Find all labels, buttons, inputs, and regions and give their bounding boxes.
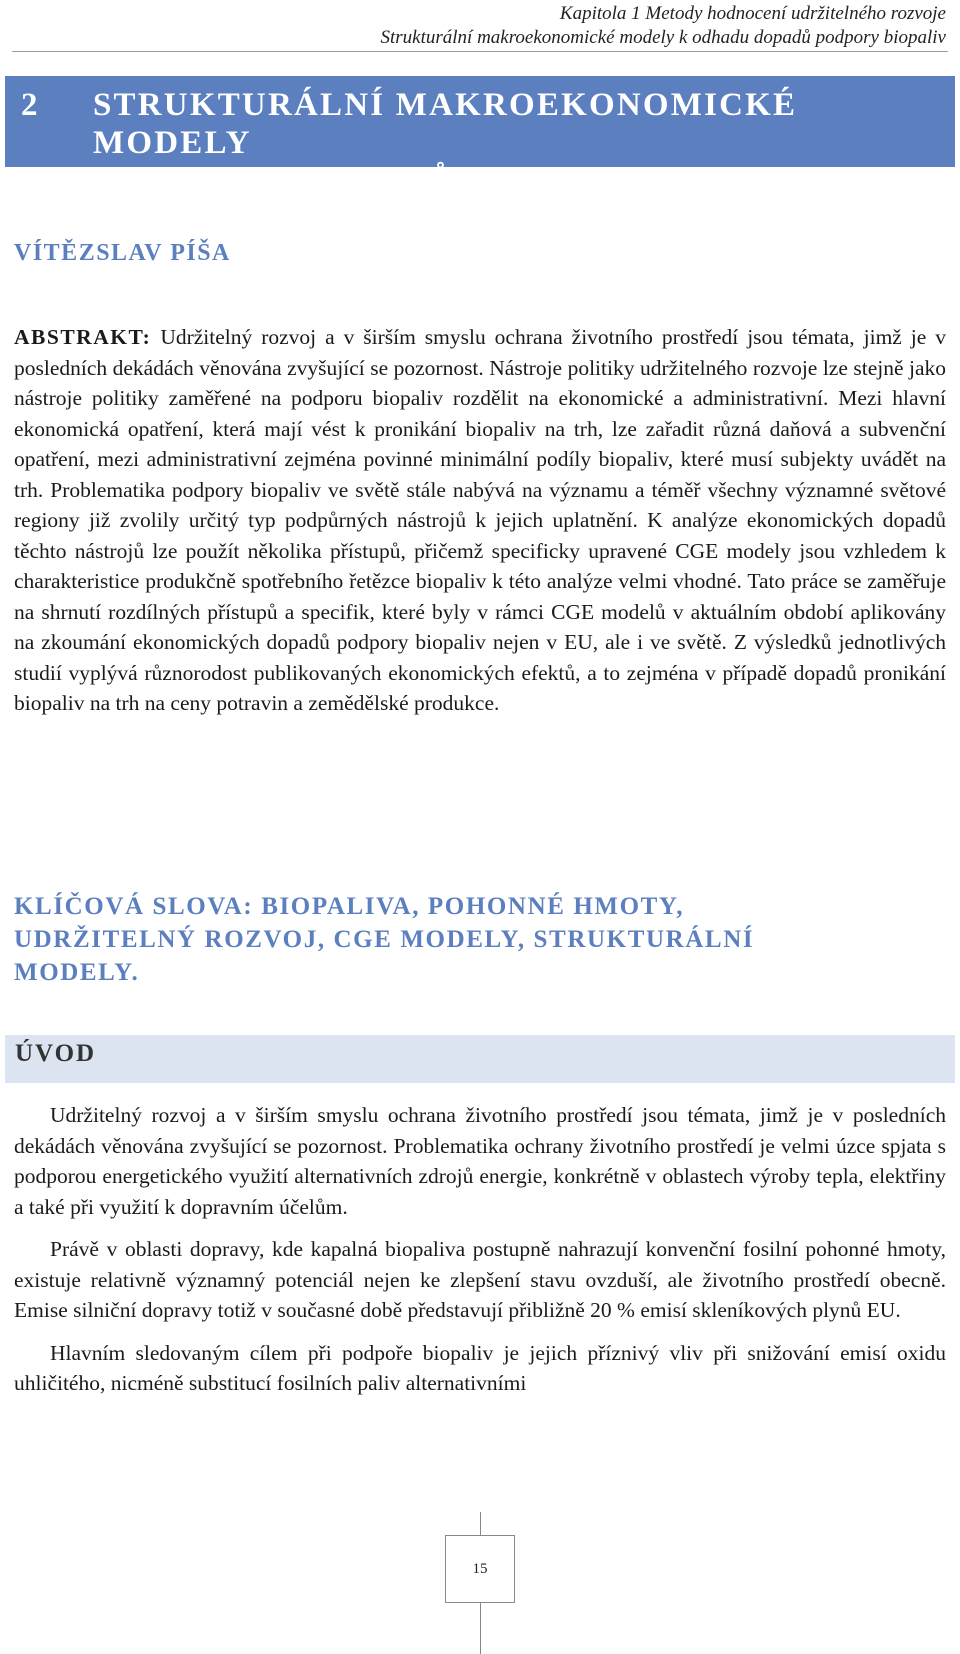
- page-number: 15: [445, 1535, 515, 1603]
- paragraph: Udržitelný rozvoj a v širším smyslu ochrana životního prostředí jsou témata, jimž je v posledních dekádách věnována zvyšující se pozornost. Problematika ochrany životního prostředí je velmi úzce spjata s podporou energetického využití alternativních zdrojů energie, konkrétně v oblastech výroby tepla, elektřiny a také při využití k dopravním účelům.: [14, 1103, 946, 1219]
- section-body: [14, 1100, 946, 1411]
- paragraph: Hlavním sledovaným cílem při podpoře biopaliv je jejich příznivý vliv při snižování emisí oxidu uhličitého, nicméně substitucí fosilních paliv alternativními: [14, 1340, 946, 1395]
- page-number-line-top: [480, 1512, 481, 1535]
- keywords-line-1: KLÍČOVÁ SLOVA: BIOPALIVA, POHONNÉ HMOTY,: [14, 893, 685, 920]
- keywords: [14, 890, 914, 989]
- running-header-chapter: Kapitola 1 Metody hodnocení udržitelného rozvoje: [559, 3, 946, 24]
- section-heading-uvod: ÚVOD: [5, 1035, 955, 1083]
- chapter-title-line-1: STRUKTURÁLNÍ MAKROEKONOMICKÉ MODELY: [93, 87, 798, 161]
- header-divider: [12, 51, 948, 52]
- author-name: VÍTĚZSLAV PÍŠA: [14, 240, 231, 266]
- abstract-text: Udržitelný rozvoj a v širším smyslu ochrana životního prostředí jsou témata, jimž je v posledních dekádách věnována zvyšující se pozornost. Nástroje politiky udržitelného rozvoje lze stejně jako nástroje politiky zaměřené na podporu biopaliv rozdělit na ekonomické a administrativní. Mezi hlavní ekonomická opatření, která mají vést k pronikání biopaliv na trh, lze zařadit různá daňová a subvenční opatření, mezi administrativní zejména povinné minimální podíly biopaliv, které musí subjekty uvádět na trh. Problematika podpory biopaliv ve světě stále nabývá na významu a téměř všechny významné světové regiony již zvolily určitý typ podpůrných nástrojů k jejich uplatnění. K analýze ekonomických dopadů těchto nástrojů lze použít několika přístupů, přičemž specificky upravené CGE modely jsou vzhledem k charakteristice produkčně spotřebního řetězce biopaliv k této analýze velmi vhodné. Tato práce se zaměřuje na shrnutí rozdílných přístupů a specifik, které byly v rámci CGE modelů v aktuálním období aplikovány na zkoumání ekonomických dopadů podpory biopaliv nejen v EU, ale i ve světě. Z výsledků jednotlivých studií vyplývá různorodost publikovaných ekonomických efektů, a to zejména v případě dopadů pronikání biopaliv na trh na ceny potravin a zemědělské produkce.: [14, 325, 946, 715]
- page-number-line-bottom: [480, 1603, 481, 1654]
- keywords-line-2: UDRŽITELNÝ ROZVOJ, CGE MODELY, STRUKTURÁLNÍ: [14, 926, 755, 953]
- running-header: [381, 2, 947, 50]
- running-header-title: Strukturální makroekonomické modely k odhadu dopadů podpory biopaliv: [380, 27, 946, 48]
- keywords-line-3: MODELY.: [14, 959, 140, 986]
- paragraph: Právě v oblasti dopravy, kde kapalná biopaliva postupně nahrazují konvenční fosilní pohonné hmoty, existuje relativně významný potenciál nejen ke zlepšení stavu ovzduší, ale životního prostředí obecně. Emise silniční dopravy totiž v současné době představují přibližně 20 % emisí skleníkových plynů EU.: [14, 1237, 946, 1322]
- chapter-number: 2: [21, 87, 40, 123]
- abstract: [14, 322, 946, 719]
- abstract-label: ABSTRAKT:: [14, 325, 152, 349]
- chapter-title-banner: [5, 76, 955, 199]
- chapter-title-line-2: K ODHADU DOPADŮ PODPORY BIOPALIV: [93, 163, 829, 199]
